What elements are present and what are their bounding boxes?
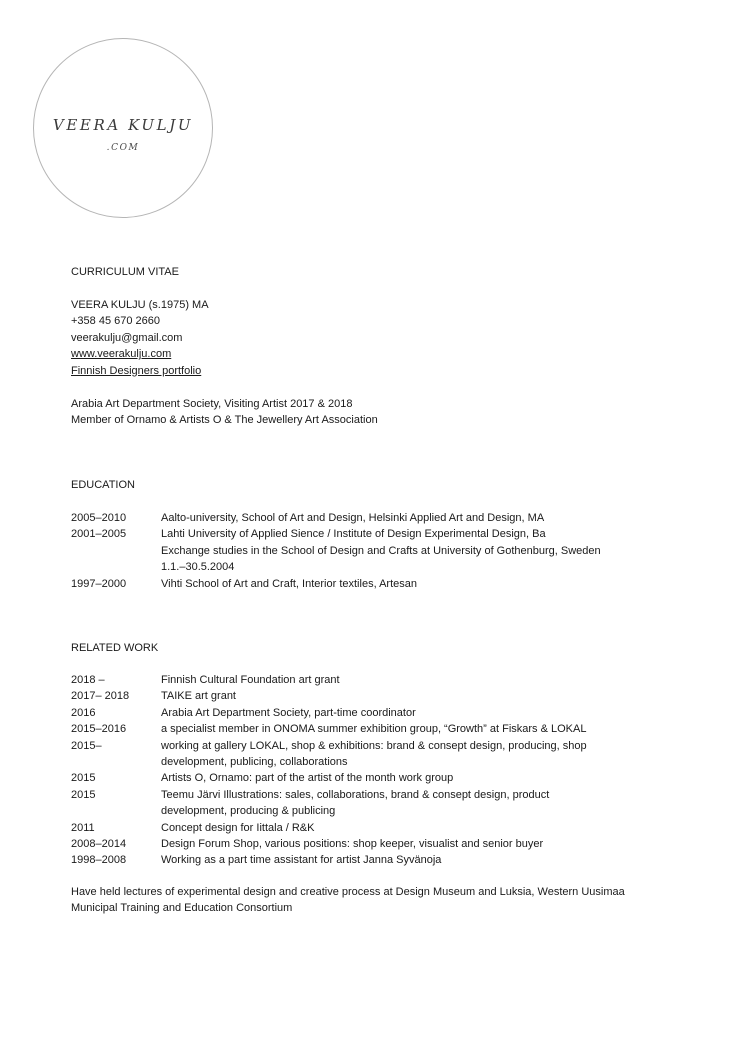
row-years: 1997–2000 — [71, 577, 127, 590]
row-years: 2001–2005 — [71, 528, 127, 541]
page-title: CURRICULUM VITAE — [71, 266, 179, 278]
row-desc: TAIKE art grant — [161, 690, 236, 703]
row-desc: development, publicing, collaborations — [161, 756, 348, 769]
row-desc: development, producing & publicing — [161, 805, 336, 818]
row-desc: a specialist member in ONOMA summer exhibition group, “Growth” at Fiskars & LOKAL — [161, 723, 587, 736]
table-row — [71, 738, 671, 771]
affiliation-line: Arabia Art Department Society, Visiting Artist 2017 & 2018 — [71, 398, 353, 410]
row-desc: Exchange studies in the School of Design and Crafts at University of Gothenburg, Sweden — [161, 544, 601, 557]
row-desc: Design Forum Shop, various positions: shop keeper, visualist and senior buyer — [161, 838, 544, 851]
affiliations-block — [71, 396, 378, 429]
affiliation-line: Member of Ornamo & Artists O & The Jewellery Art Association — [71, 414, 378, 427]
related-work-heading: RELATED WORK — [71, 642, 159, 654]
row-desc: Finnish Cultural Foundation art grant — [161, 674, 340, 686]
row-years: 1998–2008 — [71, 854, 127, 867]
table-row — [71, 836, 671, 852]
logo-name: VEERA KULJU — [52, 116, 194, 134]
row-years: 2017– 2018 — [71, 690, 130, 703]
row-desc: Teemu Järvi Illustrations: sales, collaborations, brand & consept design, product — [161, 788, 550, 801]
row-desc: working at gallery LOKAL, shop & exhibitions: brand & consept design, producing, shop — [161, 739, 587, 752]
row-desc: Artists O, Ornamo: part of the artist of the month work group — [161, 772, 454, 785]
logo — [33, 38, 213, 218]
education-table — [71, 510, 671, 592]
table-row — [71, 852, 671, 868]
lectures-line: Have held lectures of experimental design and creative process at Design Museum and Luksia, Western Uusimaa — [71, 886, 625, 898]
row-desc: Concept design for Iittala / R&K — [161, 821, 315, 834]
row-years: 2015 — [71, 788, 96, 801]
row-desc: Arabia Art Department Society, part-time coordinator — [161, 706, 416, 719]
education-heading: EDUCATION — [71, 479, 135, 491]
row-desc: Aalto-university, School of Art and Design, Helsinki Applied Art and Design, MA — [161, 512, 545, 524]
table-row — [71, 688, 671, 704]
table-row — [71, 721, 671, 737]
table-row — [71, 820, 671, 836]
table-row — [71, 672, 671, 688]
row-years: 2016 — [71, 706, 96, 719]
row-desc: Lahti University of Applied Sience / Institute of Design Experimental Design, Ba — [161, 528, 546, 541]
table-row — [71, 787, 671, 820]
contact-phone: +358 45 670 2660 — [71, 315, 161, 328]
related-work-table — [71, 672, 671, 869]
row-years: 2015–2016 — [71, 723, 127, 736]
row-desc: Working as a part time assistant for artist Janna Syvänoja — [161, 854, 442, 867]
row-years: 2008–2014 — [71, 838, 127, 851]
contact-name: VEERA KULJU (s.1975) MA — [71, 299, 209, 311]
row-years: 2015– — [71, 739, 102, 752]
row-desc: Vihti School of Art and Craft, Interior textiles, Artesan — [161, 577, 417, 590]
table-row — [71, 526, 671, 575]
lectures-paragraph — [71, 884, 671, 917]
row-years: 2015 — [71, 772, 96, 785]
table-row — [71, 705, 671, 721]
logo-domain: .COM — [106, 143, 140, 153]
row-desc: 1.1.–30.5.2004 — [161, 561, 235, 574]
table-row — [71, 510, 671, 526]
contact-block — [71, 297, 209, 379]
row-years: 2018 – — [71, 674, 105, 686]
portfolio-link[interactable]: Finnish Designers portfolio — [71, 364, 202, 377]
row-years: 2005–2010 — [71, 512, 127, 524]
website-link[interactable]: www.veerakulju.com — [71, 348, 172, 361]
table-row — [71, 576, 671, 592]
row-years: 2011 — [71, 821, 95, 834]
lectures-line: Municipal Training and Education Consortium — [71, 902, 293, 915]
table-row — [71, 770, 671, 786]
contact-email: veerakulju@gmail.com — [71, 331, 183, 344]
